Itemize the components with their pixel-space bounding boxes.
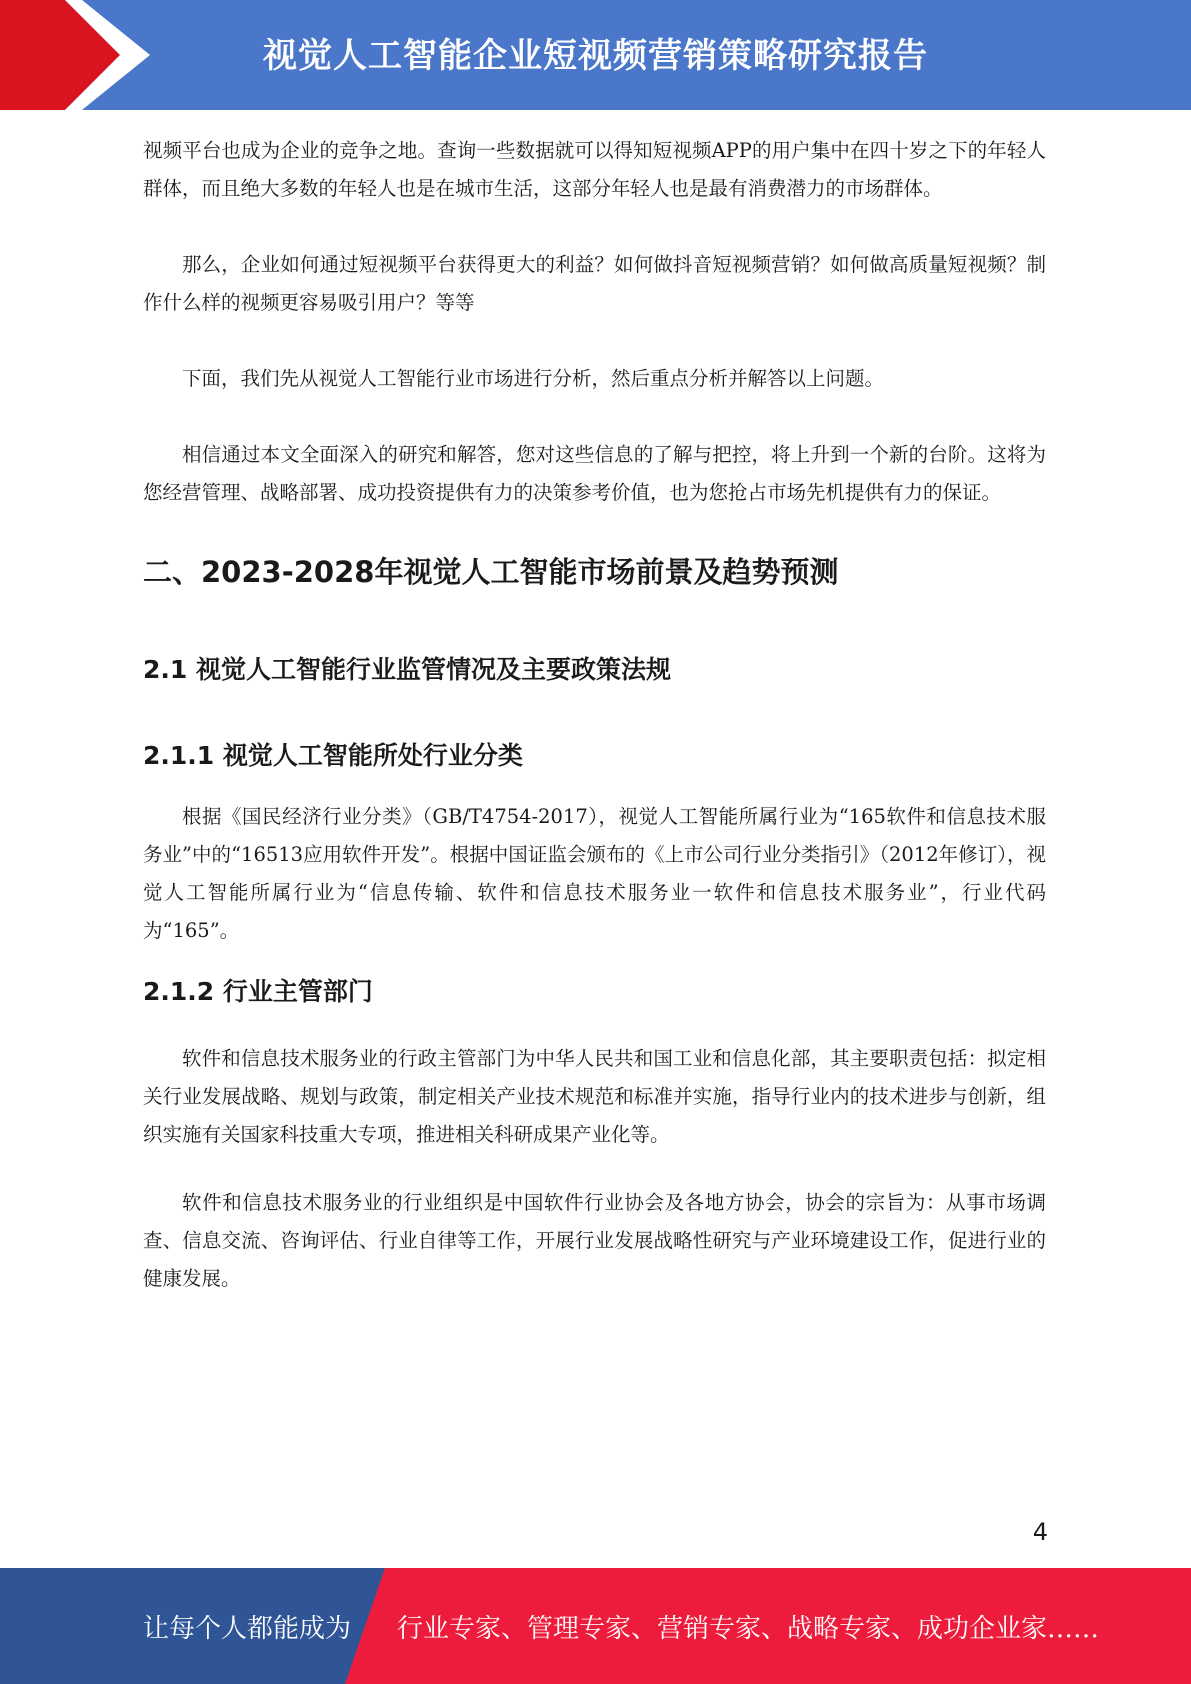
paragraph: 软件和信息技术服务业的行政主管部门为中华人民共和国工业和信息化部，其主要职责包括：拟定相关行业发展战略、规划与政策，制定相关产业技术规范和标准并实施，指导行业内的技术进步与创新，组织实施有关国家科技重大专项，推进相关科研成果产业化等。 bbox=[143, 1047, 1046, 1146]
subsection-heading: 2.1 视觉人工智能行业监管情况及主要政策法规 bbox=[143, 655, 671, 684]
paragraph: 软件和信息技术服务业的行业组织是中国软件行业协会及各地方协会，协会的宗旨为：从事市场调查、信息交流、咨询评估、行业自律等工作，开展行业发展战略性研究与产业环境建设工作，促进行业的健康发展。 bbox=[143, 1191, 1046, 1290]
footer-slogan-right: 行业专家、管理专家、营销专家、战略专家、成功企业家…… bbox=[397, 1613, 1100, 1644]
paragraph: 相信通过本文全面深入的研究和解答，您对这些信息的了解与把控，将上升到一个新的台阶。这将为您经营管理、战略部署、成功投资提供有力的决策参考价值，也为您抢占市场先机提供有力的保证。 bbox=[143, 443, 1046, 504]
document-body bbox=[143, 132, 1046, 1298]
subsection-heading: 2.1.1 视觉人工智能所处行业分类 bbox=[143, 741, 523, 770]
header-arrow-decoration bbox=[0, 0, 160, 110]
paragraph: 根据《国民经济行业分类》（GB/T4754-2017），视觉人工智能所属行业为“165软件和信息技术服务业”中的“16513应用软件开发”。根据中国证监会颁布的《上市公司行业分类指引》（2012年修订），视觉人工智能所属行业为“信息传输、软件和信息技术服务业一软件和信息技术服务业”，行业代码为“165”。 bbox=[143, 805, 1046, 942]
page-number: 4 bbox=[1032, 1518, 1048, 1546]
page-footer bbox=[0, 1568, 1191, 1684]
paragraph: 视频平台也成为企业的竞争之地。查询一些数据就可以得知短视频APP的用户集中在四十岁之下的年轻人群体，而且绝大多数的年轻人也是在城市生活，这部分年轻人也是最有消费潜力的市场群体。 bbox=[143, 139, 1046, 200]
footer-slogan-left: 让每个人都能成为 bbox=[143, 1613, 352, 1644]
subsection-heading: 2.1.2 行业主管部门 bbox=[143, 977, 373, 1006]
section-heading: 二、2023-2028年视觉人工智能市场前景及趋势预测 bbox=[143, 555, 839, 589]
paragraph: 下面，我们先从视觉人工智能行业市场进行分析，然后重点分析并解答以上问题。 bbox=[182, 367, 885, 390]
report-title: 视觉人工智能企业短视频营销策略研究报告 bbox=[263, 35, 928, 76]
page-header bbox=[0, 0, 1191, 110]
paragraph: 那么，企业如何通过短视频平台获得更大的利益？如何做抖音短视频营销？如何做高质量短视频？制作什么样的视频更容易吸引用户？等等 bbox=[143, 253, 1046, 314]
